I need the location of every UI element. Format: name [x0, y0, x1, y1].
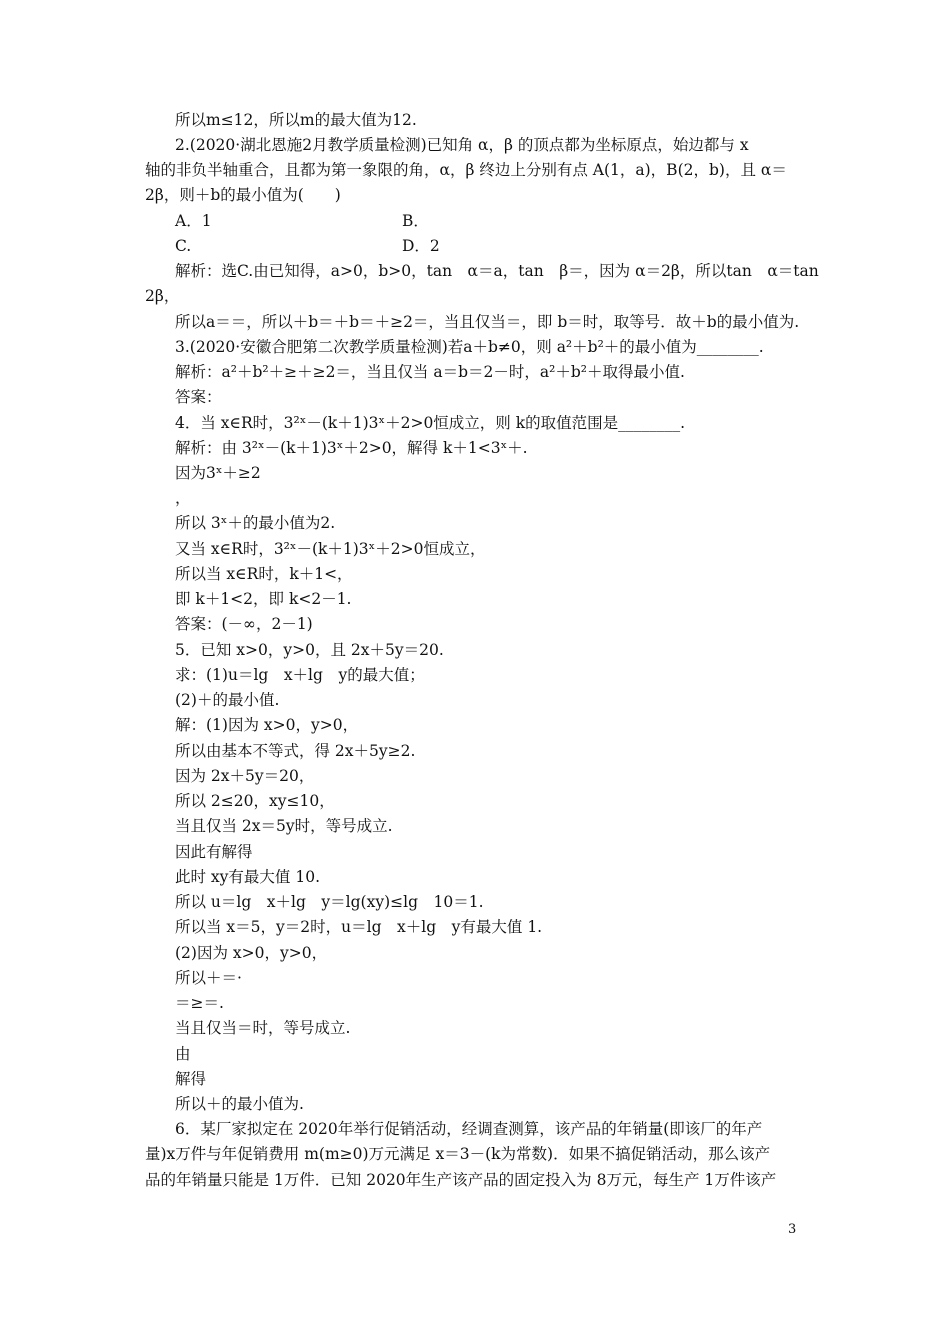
text-line: (2)因为 x>0，y>0， — [175, 944, 328, 962]
text-line: 4．当 x∈R时，3²ˣ－(k＋1)3ˣ＋2>0恒成立，则 k的取值范围是________. — [175, 414, 686, 432]
text-line: 6．某厂家拟定在 2020年举行促销活动，经调查测算，该产品的年销量(即该厂的年产 — [175, 1120, 763, 1138]
page-number: 3 — [788, 1222, 797, 1237]
text-line: 解析：选C.由已知得，a>0，b>0，tan α＝a，tan β＝，因为 α＝2β，所以tan α＝tan — [175, 262, 819, 280]
text-line: D．2 — [402, 237, 440, 255]
text-line: 所以a＝＝，所以＋b＝＋b＝＋≥2＝，当且仅当＝，即 b＝时，取等号．故＋b的最小值为. — [175, 313, 800, 331]
text-line: 答案： — [175, 388, 222, 406]
text-line: 所以由基本不等式，得 2x＋5y≥2. — [175, 742, 416, 760]
text-line: 求：(1)u＝lg x＋lg y的最大值； — [175, 666, 425, 684]
text-line: 品的年销量只能是 1万件．已知 2020年生产该产品的固定投入为 8万元，每生产 1万件该产 — [145, 1171, 777, 1189]
text-line: 所以 2≤20，xy≤10， — [175, 792, 335, 810]
text-line: 所以 u＝lg x＋lg y＝lg(xy)≤lg 10＝1. — [175, 893, 484, 911]
text-line: 解析：a²＋b²＋≥＋≥2＝，当且仅当 a＝b＝2－时，a²＋b²＋取得最小值. — [175, 363, 685, 381]
text-line: 2.(2020·湖北恩施2月教学质量检测)已知角 α，β 的顶点都为坐标原点，始边都与 x — [175, 136, 749, 154]
text-line: 量)x万件与年促销费用 m(m≥0)万元满足 x＝3－(k为常数)．如果不搞促销活动，那么该产 — [145, 1145, 771, 1163]
text-line: 解得 — [175, 1070, 207, 1088]
text-line: 答案：(－∞，2－1) — [175, 615, 313, 633]
text-line: 解析：由 3²ˣ－(k＋1)3ˣ＋2>0，解得 k＋1<3ˣ＋. — [175, 439, 528, 457]
text-line: A．1 — [175, 212, 212, 230]
text-line: 由 — [175, 1045, 191, 1063]
text-line: ＝≥＝. — [175, 994, 224, 1012]
text-line: 因此有解得 — [175, 843, 253, 861]
text-line: 此时 xy有最大值 10. — [175, 868, 321, 886]
text-line: C. — [175, 237, 192, 255]
text-line: 所以＋＝· — [175, 969, 242, 987]
text-line: 所以＋的最小值为. — [175, 1095, 304, 1113]
text-line: 当且仅当 2x＝5y时，等号成立. — [175, 817, 393, 835]
text-line: 2β， — [145, 287, 180, 305]
text-line: 5．已知 x>0，y>0，且 2x＋5y＝20. — [175, 641, 444, 659]
text-line: 所以m≤12，所以m的最大值为12. — [175, 111, 417, 129]
text-line: B． — [402, 212, 429, 230]
text-line: 当且仅当＝时，等号成立. — [175, 1019, 351, 1037]
text-line: 即 k＋1<2，即 k<2－1. — [175, 590, 352, 608]
text-line: 因为 2x＋5y＝20， — [175, 767, 315, 785]
text-line: 2β，则＋b的最小值为( ) — [145, 186, 341, 204]
text-line: 所以 3ˣ＋的最小值为2. — [175, 514, 336, 532]
text-line: 因为3ˣ＋≥2 — [175, 464, 261, 482]
text-line: 所以当 x＝5，y＝2时，u＝lg x＋lg y有最大值 1. — [175, 918, 543, 936]
text-line: 又当 x∈R时，3²ˣ－(k＋1)3ˣ＋2>0恒成立， — [175, 540, 486, 558]
text-line: (2)＋的最小值. — [175, 691, 280, 709]
text-line: ， — [175, 489, 191, 507]
text-line: 3.(2020·安徽合肥第二次教学质量检测)若a＋b≠0，则 a²＋b²＋的最小值为________. — [175, 338, 764, 356]
text-line: 解：(1)因为 x>0，y>0， — [175, 716, 359, 734]
text-line: 所以当 x∈R时，k＋1<， — [175, 565, 353, 583]
text-line: 轴的非负半轴重合，且都为第一象限的角，α，β 终边上分别有点 A(1，a)，B(2，b)，且 α＝ — [145, 161, 787, 179]
